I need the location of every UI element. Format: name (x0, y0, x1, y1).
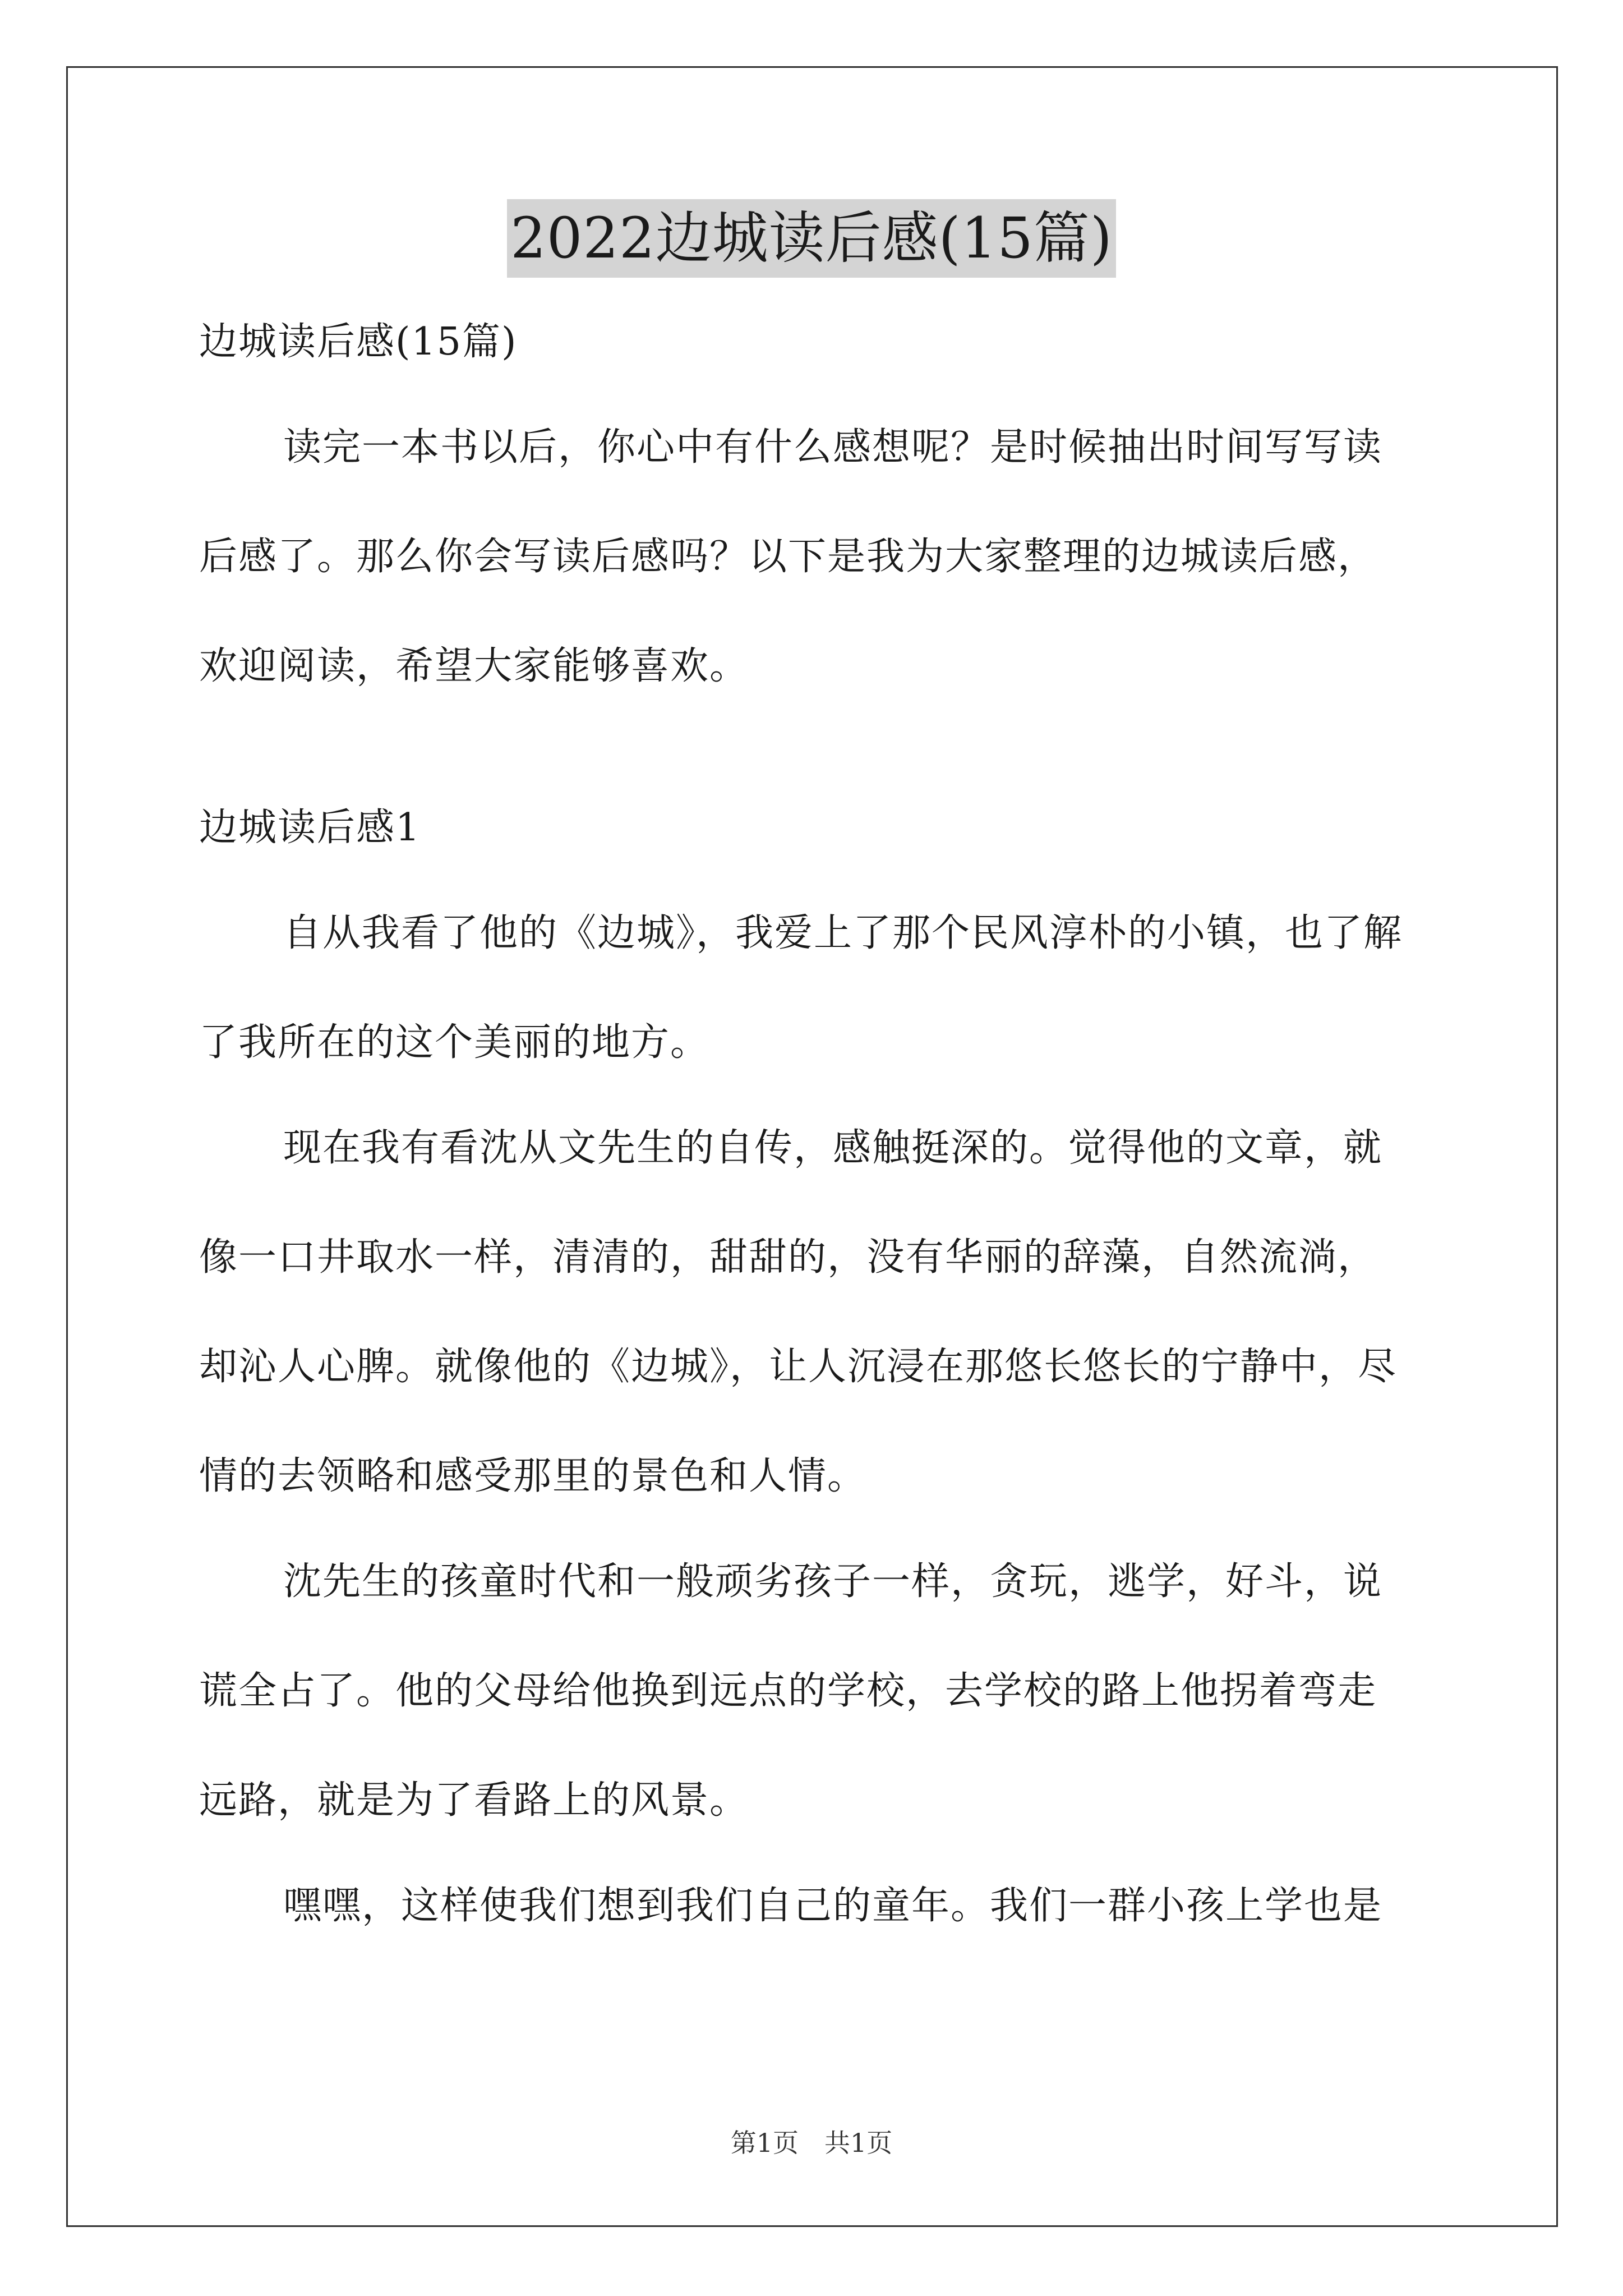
body-paragraph (199, 1878, 1430, 1934)
document-body (199, 314, 1430, 1984)
paragraph-line: 情的去领略和感受那里的景色和人情。 (199, 1454, 867, 1498)
paragraph-line: 现在我有看沈从文先生的自传，感触挺深的。觉得他的文章，就 (283, 1126, 1383, 1170)
body-paragraph (199, 905, 1430, 1071)
document-title: 2022边城读后感(15篇) (507, 199, 1116, 278)
paragraph-line: 沈先生的孩童时代和一般顽劣孩子一样，贪玩，逃学，好斗，说 (283, 1559, 1383, 1604)
spacer (199, 744, 1430, 800)
paragraph-line: 欢迎阅读，希望大家能够喜欢。 (199, 644, 749, 688)
paragraph-line: 谎全占了。他的父母给他换到远点的学校，去学校的路上他拐着弯走 (199, 1669, 1377, 1713)
paragraph-line: 读完一本书以后，你心中有什么感想呢？是时候抽出时间写写读 (283, 425, 1383, 470)
paragraph-line: 嘿嘿，这样使我们想到我们自己的童年。我们一群小孩上学也是 (283, 1884, 1383, 1928)
paragraph-line: 像一口井取水一样，清清的，甜甜的，没有华丽的辞藻，自然流淌， (199, 1235, 1377, 1280)
title-container (0, 199, 1623, 278)
paragraph-line: 了我所在的这个美丽的地方。 (199, 1020, 710, 1065)
page-footer: 第1页 共1页 (730, 2128, 893, 2158)
intro-paragraph (199, 420, 1430, 694)
body-paragraph (199, 1120, 1430, 1504)
paragraph-line: 远路，就是为了看路上的风景。 (199, 1778, 749, 1823)
paragraph-line: 却沁人心脾。就像他的《边城》，让人沉浸在那悠长悠长的宁静中，尽 (199, 1345, 1398, 1389)
paragraph-line: 自从我看了他的《边城》，我爱上了那个民风淳朴的小镇，也了解 (283, 911, 1403, 955)
paragraph-line: 后感了。那么你会写读后感吗？以下是我为大家整理的边城读后感， (199, 535, 1377, 579)
body-paragraph (199, 1554, 1430, 1829)
subtitle: 边城读后感(15篇) (199, 320, 518, 364)
section-heading: 边城读后感1 (199, 806, 421, 850)
